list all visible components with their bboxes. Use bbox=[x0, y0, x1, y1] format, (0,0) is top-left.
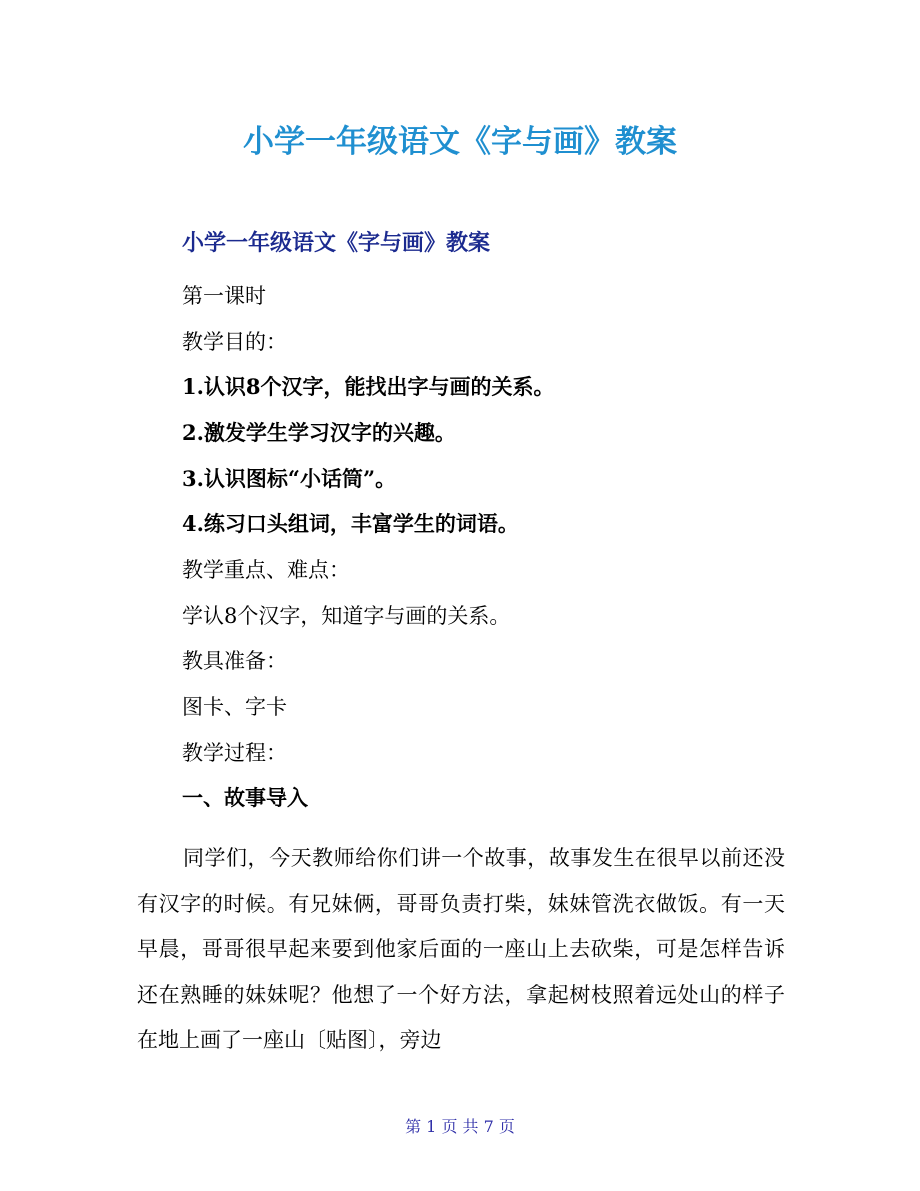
text-line-objective-3: 3.认识图标“小话筒”。 bbox=[182, 466, 397, 491]
text-line-objectives-label: 教学目的： bbox=[182, 330, 287, 354]
text-line-section-one: 一、故事导入 bbox=[182, 785, 308, 810]
document-title: 小学一年级语文《字与画》教案 bbox=[243, 124, 677, 160]
text-line-objective-2: 2.激发学生学习汉字的兴趣。 bbox=[182, 420, 456, 445]
text-line-lesson: 第一课时 bbox=[182, 284, 266, 308]
text-line-objective-4: 4.练习口头组词，丰富学生的词语。 bbox=[182, 511, 519, 536]
text-line-key-points: 学认8个汉字，知道字与画的关系。 bbox=[182, 604, 511, 628]
section-heading: 小学一年级语文《字与画》教案 bbox=[182, 231, 491, 256]
text-line-process-label: 教学过程： bbox=[182, 741, 287, 765]
text-line-materials-label: 教具准备： bbox=[182, 649, 287, 673]
page-footer: 第 1 页 共 7 页 bbox=[405, 1117, 515, 1136]
text-line-key-points-label: 教学重点、难点： bbox=[182, 558, 350, 582]
story-paragraph: 同学们，今天教师给你们讲一个故事，故事发生在很早以前还没有汉字的时候。有兄妹俩，哥哥负责打柴，妹妹管洗衣做饭。有一天早晨，哥哥很早起来要到他家后面的一座山上去砍柴，可是怎样告诉还在熟睡的妹妹呢？他想了一个好方法，拿起树枝照着远处山的样子在地上画了一座山〔贴图〕，旁边 bbox=[137, 846, 785, 1053]
text-line-materials: 图卡、字卡 bbox=[182, 695, 287, 719]
text-line-objective-1: 1.认识8个汉字，能找出字与画的关系。 bbox=[182, 374, 555, 399]
